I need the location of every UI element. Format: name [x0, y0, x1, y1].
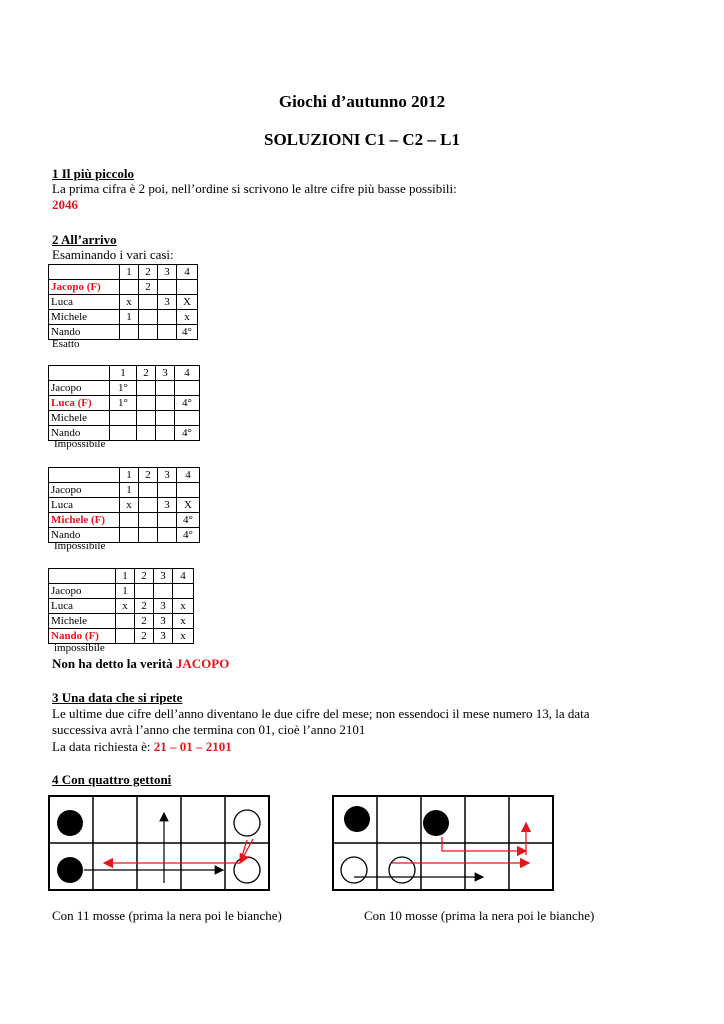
table-cell: 1 — [120, 483, 139, 498]
q4-caption-right: Con 10 mosse (prima la nera poi le bianche) — [364, 908, 595, 923]
table-row — [49, 599, 194, 614]
q2-conclusion-prefix: Non ha detto la verità — [52, 656, 176, 671]
table-cell: 2 — [135, 614, 154, 629]
table-cell: 1° — [110, 381, 137, 396]
table-cell: 2 — [135, 599, 154, 614]
table-cell — [120, 280, 139, 295]
table-cell — [177, 280, 198, 295]
table-cell — [158, 280, 177, 295]
table-caption: impossibile — [54, 642, 105, 654]
table-caption: Impossibile — [54, 438, 106, 450]
table-cell — [158, 310, 177, 325]
table-cell — [156, 411, 175, 426]
q1-text: La prima cifra è 2 poi, nell’ordine si scrivono le altre cifre più basse possibili: — [52, 181, 457, 196]
ranking-table — [48, 264, 198, 340]
q3-line2: successiva avrà l’anno che termina con 01, cioè l’anno 2101 — [52, 722, 366, 737]
table-cell — [137, 396, 156, 411]
table-cell: 2 — [139, 280, 158, 295]
table-cell: X — [177, 295, 198, 310]
table-cell: 3 — [154, 599, 173, 614]
table-cell — [156, 426, 175, 441]
q2-heading: 2 All’arrivo — [52, 232, 117, 247]
table-cell: 1 — [120, 468, 139, 483]
table-cell: 1° — [110, 396, 137, 411]
table-cell — [116, 629, 135, 644]
white-token — [389, 857, 415, 883]
table-cell: 1 — [110, 366, 137, 381]
table-cell — [110, 411, 137, 426]
table-header-row — [49, 265, 198, 280]
table-cell: 1 — [120, 265, 139, 280]
table-header-row — [49, 569, 194, 584]
table-cell — [158, 325, 177, 340]
table-cell — [158, 483, 177, 498]
q2-intro: Esaminando i vari casi: — [52, 247, 174, 262]
table-row — [49, 584, 194, 599]
player-name-cell: Nando (F) — [49, 629, 116, 644]
table-cell: 3 — [158, 295, 177, 310]
table-header-row — [49, 468, 200, 483]
table-cell — [116, 614, 135, 629]
player-name-cell: Luca — [49, 498, 120, 513]
table-cell — [156, 396, 175, 411]
player-name-cell: Michele — [49, 310, 120, 325]
table-cell — [135, 584, 154, 599]
table-cell: 2 — [137, 366, 156, 381]
table-cell — [49, 569, 116, 584]
player-name-cell: Jacopo (F) — [49, 280, 120, 295]
table-cell: 1 — [120, 310, 139, 325]
table-cell: x — [120, 295, 139, 310]
table-cell: x — [120, 498, 139, 513]
table-cell — [139, 498, 158, 513]
table-cell: 2 — [135, 629, 154, 644]
player-name-cell: Luca (F) — [49, 396, 110, 411]
table-cell: 1 — [116, 584, 135, 599]
white-token — [341, 857, 367, 883]
black-token — [344, 806, 370, 832]
table-cell — [139, 325, 158, 340]
table-cell — [158, 513, 177, 528]
q4-caption-left: Con 11 mosse (prima la nera poi le bianche) — [52, 908, 282, 923]
player-name-cell: Jacopo — [49, 381, 110, 396]
table-cell: 3 — [158, 468, 177, 483]
white-token — [234, 857, 260, 883]
table-cell — [158, 528, 177, 543]
player-name-cell: Michele — [49, 411, 110, 426]
table-cell: 3 — [154, 629, 173, 644]
table-row — [49, 498, 200, 513]
player-name-cell: Luca — [49, 599, 116, 614]
table-row — [49, 310, 198, 325]
q2-conclusion-name: JACOPO — [175, 656, 230, 671]
player-name-cell: Nando — [49, 426, 110, 441]
q3-line3 — [52, 739, 232, 755]
table-cell — [49, 366, 110, 381]
table-cell — [137, 381, 156, 396]
table-row — [49, 295, 198, 310]
black-token — [423, 810, 449, 836]
table-cell: 4 — [177, 468, 200, 483]
table-cell: 4 — [175, 366, 200, 381]
table-cell: 4 — [173, 569, 194, 584]
ranking-table — [48, 365, 200, 441]
table-cell — [175, 411, 200, 426]
table-cell: x — [116, 599, 135, 614]
table-cell: x — [173, 614, 194, 629]
q4-heading: 4 Con quattro gettoni — [52, 772, 172, 787]
table-header-row — [49, 366, 200, 381]
table-cell — [139, 310, 158, 325]
ranking-table — [48, 467, 200, 543]
table-row — [49, 411, 200, 426]
table-cell — [139, 295, 158, 310]
white-move-arrow — [442, 837, 526, 851]
table-cell — [120, 513, 139, 528]
player-name-cell: Jacopo — [49, 483, 120, 498]
table-cell: 4° — [177, 528, 200, 543]
table-cell — [177, 483, 200, 498]
table-cell: 2 — [139, 265, 158, 280]
table-cell — [139, 528, 158, 543]
table-caption: Esatto — [52, 338, 80, 350]
player-name-cell: Nando — [49, 528, 120, 543]
q3-line1: Le ultime due cifre dell’anno diventano le due cifre del mese; non essendoci il mese numero 13, la data — [52, 706, 590, 721]
board-right — [332, 795, 556, 895]
table-cell — [156, 381, 175, 396]
table-cell: 3 — [156, 366, 175, 381]
page-title: Giochi d’autunno 2012 — [278, 92, 446, 111]
table-cell: x — [173, 599, 194, 614]
white-token — [234, 810, 260, 836]
black-token — [57, 810, 83, 836]
table-cell: 4° — [175, 426, 200, 441]
player-name-cell: Michele (F) — [49, 513, 120, 528]
table-cell — [175, 381, 200, 396]
table-cell — [110, 426, 137, 441]
table-row — [49, 280, 198, 295]
table-row — [49, 513, 200, 528]
table-cell: x — [173, 629, 194, 644]
table-cell — [120, 325, 139, 340]
table-row — [49, 614, 194, 629]
table-cell: 3 — [154, 569, 173, 584]
board-left — [48, 795, 272, 895]
table-cell: 4° — [177, 513, 200, 528]
table-row — [49, 381, 200, 396]
table-cell: 3 — [158, 498, 177, 513]
table-row — [49, 483, 200, 498]
black-token — [57, 857, 83, 883]
player-name-cell: Michele — [49, 614, 116, 629]
table-cell — [154, 584, 173, 599]
table-row — [49, 396, 200, 411]
page-subtitle: SOLUZIONI C1 – C2 – L1 — [263, 130, 460, 149]
ranking-table — [48, 568, 194, 644]
table-cell: 1 — [116, 569, 135, 584]
q3-heading: 3 Una data che si ripete — [52, 690, 183, 705]
table-cell — [49, 265, 120, 280]
table-cell: 4 — [177, 265, 198, 280]
table-cell: 4° — [177, 325, 198, 340]
table-cell — [139, 483, 158, 498]
table-caption: Impossibile — [54, 540, 106, 552]
q2-conclusion — [52, 656, 229, 672]
player-name-cell: Luca — [49, 295, 120, 310]
table-cell: 3 — [154, 614, 173, 629]
table-cell: 2 — [139, 468, 158, 483]
table-cell — [137, 411, 156, 426]
player-name-cell: Nando — [49, 325, 120, 340]
table-cell — [139, 513, 158, 528]
table-cell: 4° — [175, 396, 200, 411]
q1-answer: 2046 — [52, 197, 78, 212]
table-cell: x — [177, 310, 198, 325]
table-cell — [120, 528, 139, 543]
q1-heading: 1 Il più piccolo — [52, 166, 134, 181]
q3-line3-prefix: La data richiesta è: — [52, 739, 154, 754]
table-cell: 2 — [135, 569, 154, 584]
q3-answer: 21 – 01 – 2101 — [153, 739, 232, 754]
table-cell — [49, 468, 120, 483]
table-cell: X — [177, 498, 200, 513]
table-cell: 3 — [158, 265, 177, 280]
table-cell — [173, 584, 194, 599]
player-name-cell: Jacopo — [49, 584, 116, 599]
table-cell — [137, 426, 156, 441]
